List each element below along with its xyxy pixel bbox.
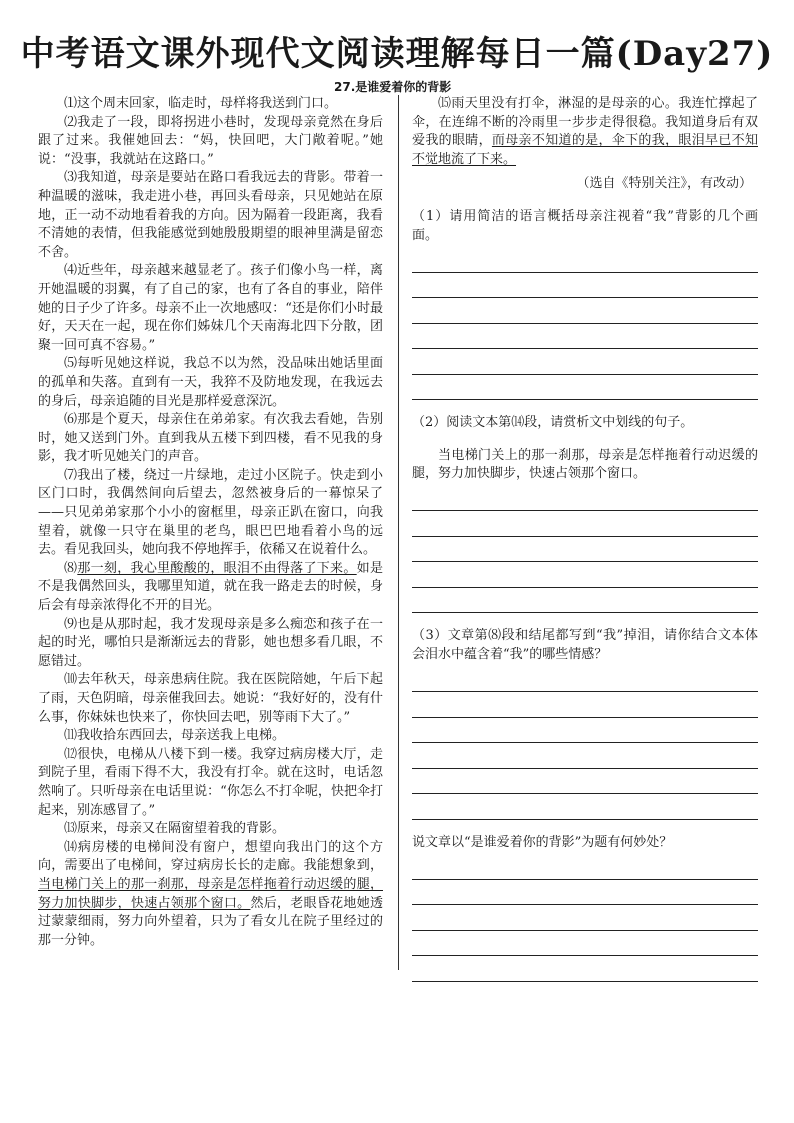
answer-line[interactable] [412, 511, 758, 537]
paragraph-14-underlined: 当电梯门关上的那一刹那，母亲是怎样拖着行动迟缓的腿，努力加快脚步，快速占领那个窗口。 [38, 876, 383, 911]
paragraph-14 [38, 839, 383, 951]
paragraph-1: ⑴这个周末回家，临走时，母样将我送到门口。 [64, 96, 338, 111]
paragraph-15-start: ⒂雨天里没有打伞，淋湿的是母亲的心。我连忙撑起了伞，在连绵不断的冷雨里一步步走得很稳。我知道身后有双爱我的眼睛， [412, 96, 758, 149]
question-4: 说文章以“是谁爱着你的背影”为题有何妙处？ [412, 834, 673, 850]
paragraph-15-underlined: 而母亲不知道的是，伞下的我，眼泪早已不知不觉地流了下来。 [412, 133, 758, 167]
answer-line[interactable] [412, 718, 758, 744]
answer-line[interactable] [412, 880, 758, 906]
answer-line[interactable] [412, 562, 758, 588]
answer-lines-1 [412, 247, 758, 400]
page-title: 中考语文课外现代文阅读理解每日一篇(Day27) [20, 34, 774, 74]
question-2-quote: 当电梯门关上的那一刹那，母亲是怎样拖着行动迟缓的腿，努力加快脚步，快速占领那个窗口。 [412, 447, 758, 482]
answer-line[interactable] [412, 324, 758, 350]
source-note: （选自《特别关注》，有改动） [576, 176, 752, 192]
paragraph-5: ⑸每听见她这样说，我总不以为然，没品味出她话里面的孤单和失落。直到有一天，我猝不及防地发现，在我远去的身后，母亲追随的目光是那样爱意深沉。 [38, 356, 383, 409]
answer-line[interactable] [412, 537, 758, 563]
answer-line[interactable] [412, 692, 758, 718]
answer-line[interactable] [412, 956, 758, 982]
answer-lines-3 [412, 667, 758, 820]
answer-line[interactable] [412, 743, 758, 769]
answer-line[interactable] [412, 588, 758, 614]
paragraph-8-underlined: 那一刻，我心里酸酸的，眼泪不由得落了下来。 [77, 560, 357, 576]
paragraph-3: ⑶我知道，母亲是要站在路口看我远去的背影。带着一种温暖的滋味，我走进小巷，再回头看母亲，只见她站在原地，正一动不动地看着我的方向。因为隔着一段距离，我看不清她的表情，但我能感觉到她殷殷期望的眼神里满是留恋不舍。 [38, 170, 383, 260]
paragraph-6: ⑹那是个夏天，母亲住在弟弟家。有次我去看她，告别时，她又送到门外。直到我从五楼下到四楼，看不见我的身影，我才听见她关门的声音。 [38, 412, 383, 465]
paragraph-2: ⑵我走了一段，即将拐进小巷时，发现母亲竟然在身后跟了过来。我催她回去：“妈，快回吧，大门敞着呢。”她说：“没事，我就站在这路口。” [38, 114, 383, 167]
question-3: （3）文章第⑻段和结尾都写到“我”掉泪，请你结合文本体会泪水中蕴含着“我”的哪些情感？ [412, 628, 758, 663]
answer-line[interactable] [412, 486, 758, 512]
article-title: 27.是谁爱着你的背影 [334, 80, 452, 94]
paragraph-12: ⑿很快，电梯从八楼下到一楼。我穿过病房楼大厅，走到院子里，看雨下得不大，我没有打伞。就在这时，电话忽然响了。只听母亲在电话里说：“你怎么不打伞呢，快把伞打起来，别冻感冒了。” [38, 746, 383, 818]
answer-lines-2 [412, 486, 758, 614]
answer-lines-4 [412, 854, 758, 982]
paragraph-14-start: ⒁病房楼的电梯间没有窗户，想望向我出门的这个方向，需要出了电梯间，穿过病房长长的走廊。我能想象到， [38, 839, 383, 874]
answer-line[interactable] [412, 854, 758, 880]
answer-line[interactable] [412, 667, 758, 693]
article-left-column [38, 95, 383, 950]
question-1: （1）请用简洁的语言概括母亲注视着“我”背影的几个画面。 [412, 208, 758, 243]
paragraph-4: ⑷近些年，母亲越来越显老了。孩子们像小鸟一样，离开她温暖的羽翼，有了自己的家，也有了各自的事业，陪伴她的日子少了许多。母亲不止一次地感叹：“还是你们小时最好，天天在一起，现在你们姊妹几个天南海北四下分散，团聚一回可真不容易。” [38, 263, 383, 353]
answer-line[interactable] [412, 375, 758, 401]
paragraph-9: ⑼也是从那时起，我才发现母亲是多么痴恋和孩子在一起的时光，哪怕只是渐渐远去的背影，她也想多看几眼，不愿错过。 [38, 616, 383, 669]
paragraph-11: ⑾我收拾东西回去，母亲送我上电梯。 [64, 728, 286, 744]
paragraph-14-end: 然后，老眼昏花地她透过蒙蒙细雨，努力向外望着，只为了看女儿在院子里经过的那一分钟。 [38, 895, 383, 948]
answer-line[interactable] [412, 794, 758, 820]
article-right-column [412, 95, 758, 982]
answer-line[interactable] [412, 769, 758, 795]
question-2: （2）阅读文本第⒁段，请赏析文中划线的句子。 [412, 415, 694, 431]
answer-line[interactable] [412, 247, 758, 273]
answer-line[interactable] [412, 905, 758, 931]
paragraph-15 [412, 95, 758, 169]
paragraph-13: ⒀原来，母亲又在隔窗望着我的背影。 [64, 821, 286, 837]
paragraph-8-number: ⑻ [64, 560, 78, 576]
answer-line[interactable] [412, 931, 758, 957]
paragraph-8-rest: 如是不是我偶然回头，我哪里知道，就在我一路走去的时候，身后会有母亲浓得化不开的目光。 [38, 560, 383, 614]
paragraph-8 [38, 560, 383, 616]
column-divider [398, 95, 399, 970]
paragraph-7: ⑺我出了楼，绕过一片绿地，走过小区院子。快走到小区门口时，我偶然间向后望去，忽然被身后的一幕惊呆了——只见弟弟家那个小小的窗框里，母亲正趴在窗口，向我望着，就像一只守在巢里的老鸟，眼巴巴地看着小鸟的远去。看见我回头，她向我不停地挥手，依稀又在说着什么。 [38, 467, 383, 558]
paragraph-10: ⑽去年秋天，母亲患病住院。我在医院陪她，午后下起了雨，天色阴暗，母亲催我回去。她说：“我好好的，没有什么事，你妹妹也快来了，你快回去吧，别等雨下大了。” [38, 672, 383, 725]
answer-line[interactable] [412, 298, 758, 324]
answer-line[interactable] [412, 273, 758, 299]
answer-line[interactable] [412, 349, 758, 375]
